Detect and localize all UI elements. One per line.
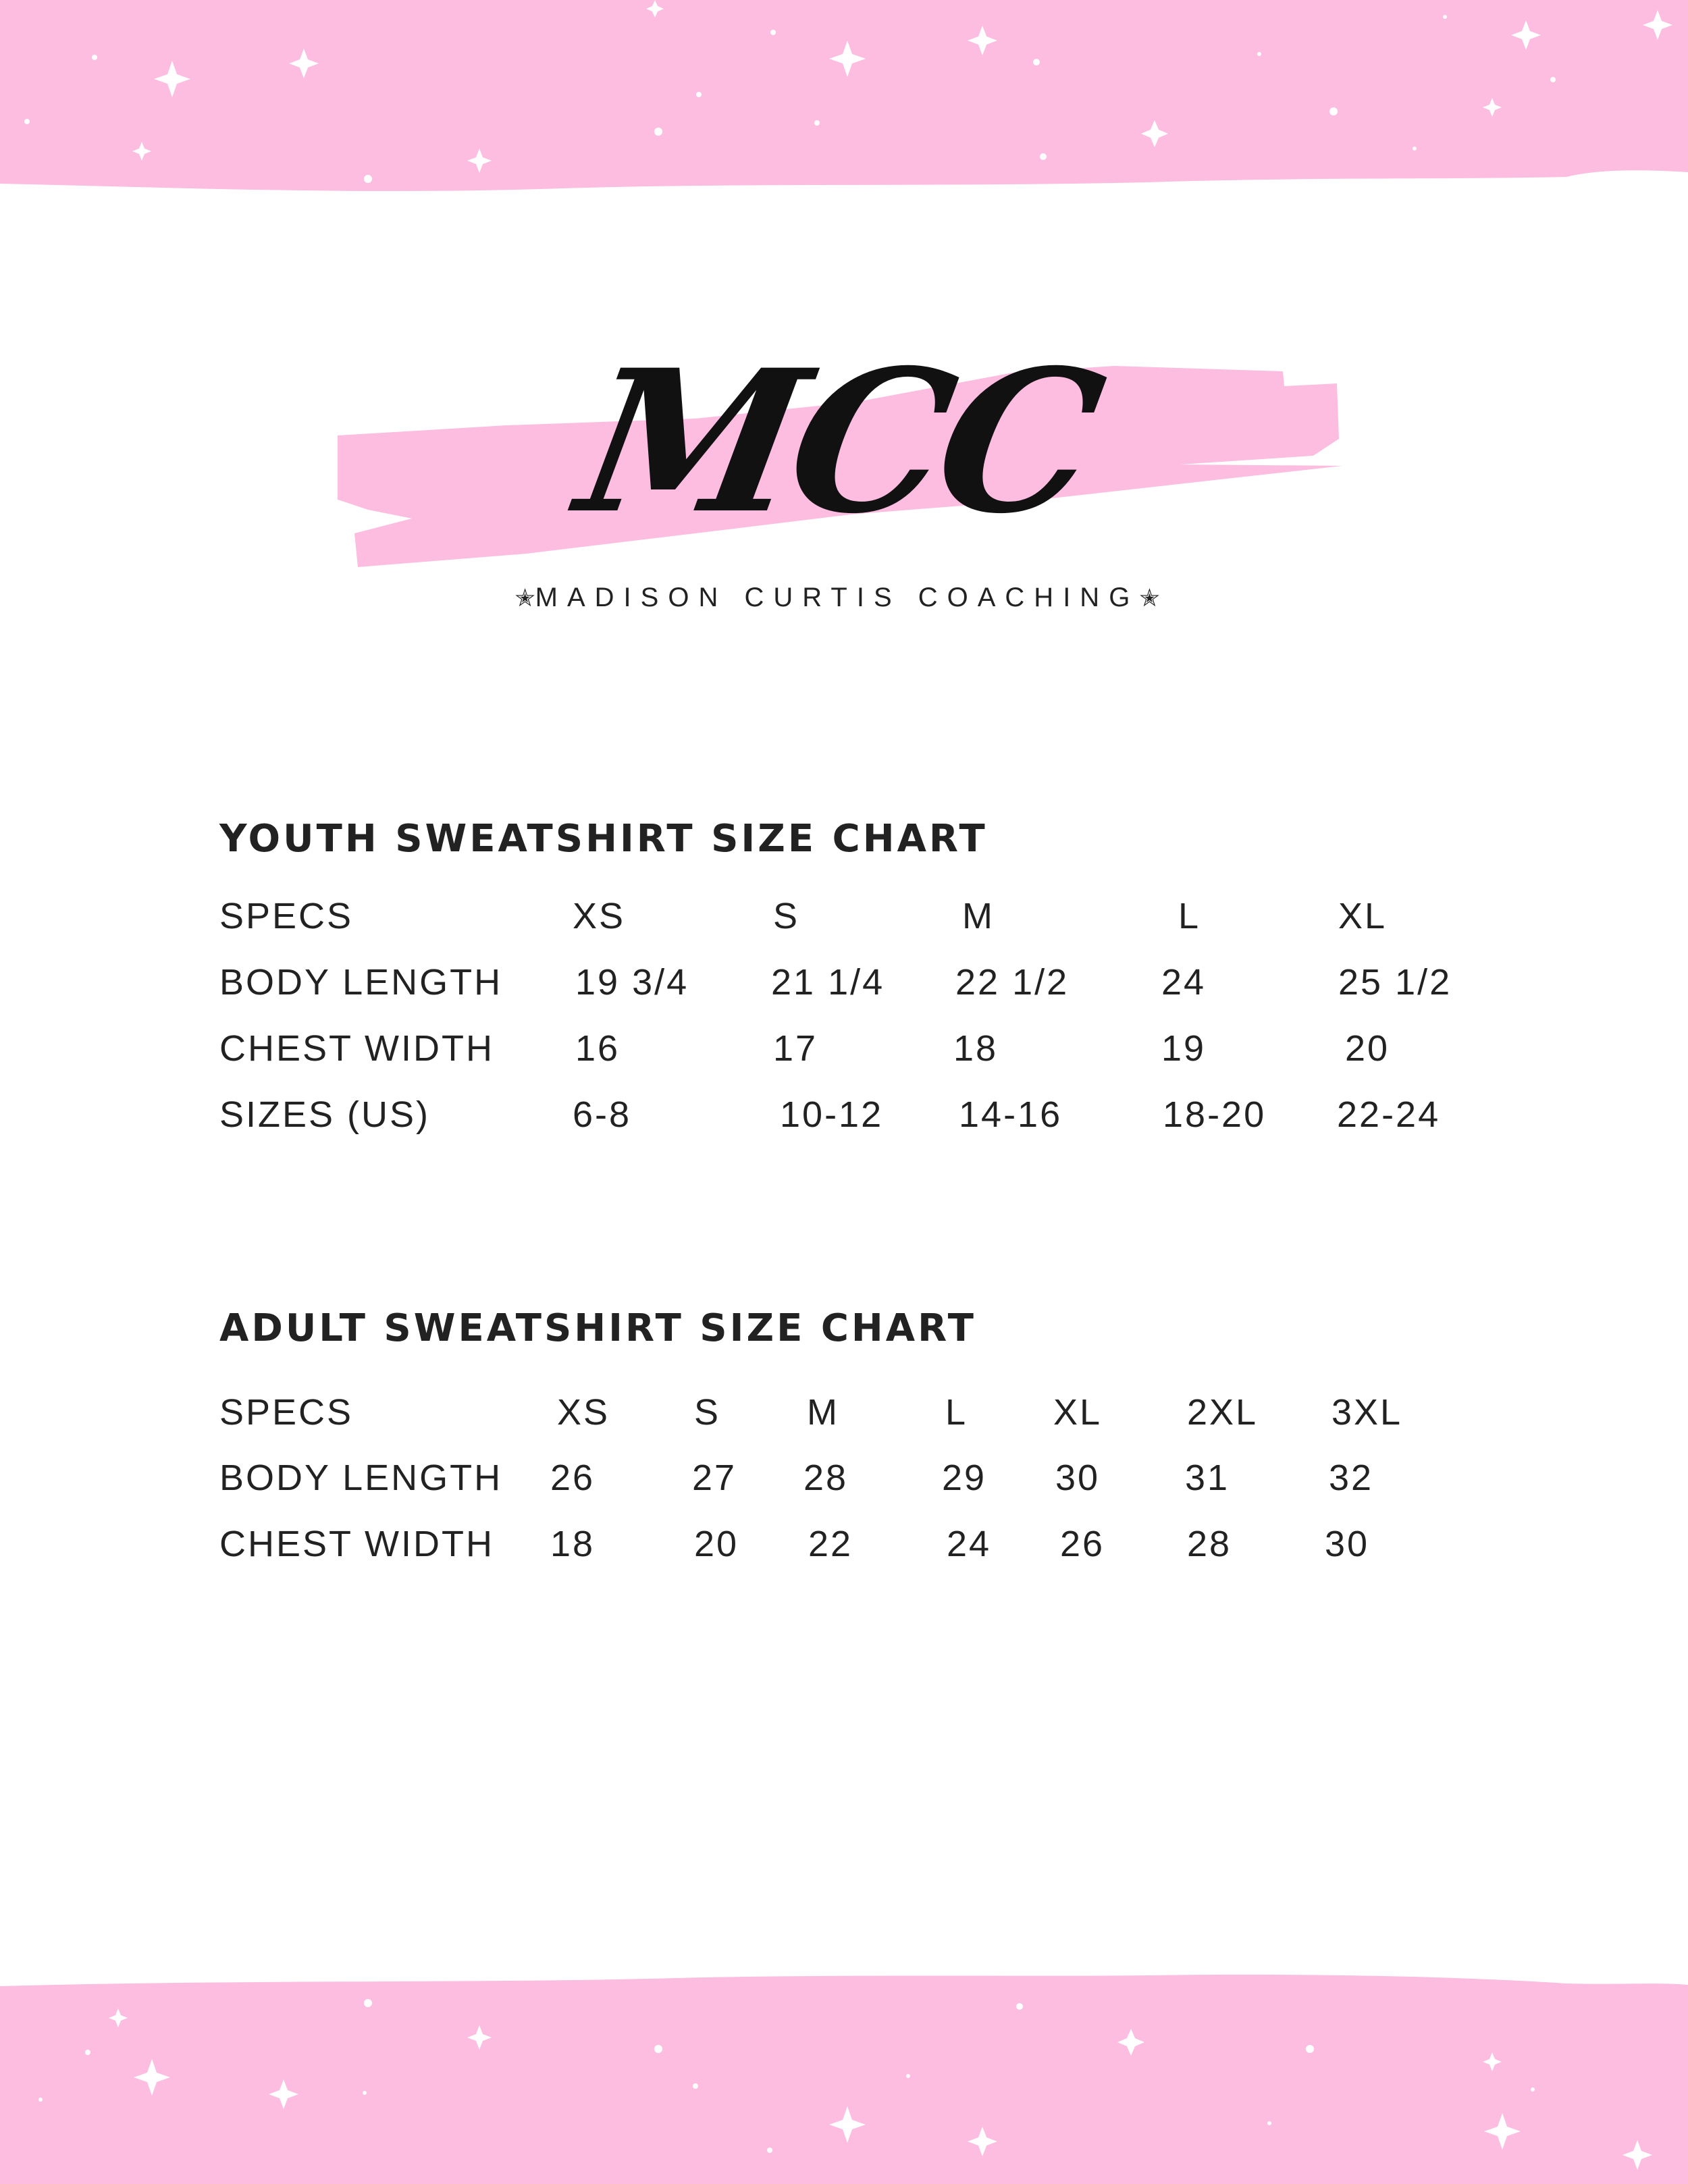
table-cell: 21 1/4 xyxy=(771,962,885,1003)
youth-chart-title: YOUTH SWEATSHIRT SIZE CHART xyxy=(219,817,988,861)
row-label: CHEST WIDTH xyxy=(219,1524,494,1564)
table-cell: 18 xyxy=(550,1524,596,1564)
row-label: BODY LENGTH xyxy=(219,1458,503,1498)
table-cell: S xyxy=(773,896,800,936)
table-cell: 32 xyxy=(1329,1458,1374,1498)
adult-chart-title: ADULT SWEATSHIRT SIZE CHART xyxy=(219,1306,976,1350)
star-icon: ✭ xyxy=(1139,584,1160,612)
row-label: BODY LENGTH xyxy=(219,962,503,1003)
tagline-text: MADISON CURTIS COACHING xyxy=(535,583,1140,612)
logo-monogram: MCC xyxy=(564,327,1110,557)
table-cell: S xyxy=(694,1392,721,1433)
table-cell: 14-16 xyxy=(959,1094,1063,1135)
table-cell: 20 xyxy=(694,1524,739,1564)
table-cell: 16 xyxy=(575,1028,621,1069)
table-cell: XS xyxy=(573,896,626,936)
row-label: SPECS xyxy=(219,896,354,936)
table-cell: 22-24 xyxy=(1337,1094,1441,1135)
table-cell: 17 xyxy=(773,1028,818,1069)
row-label: SIZES (US) xyxy=(219,1094,431,1135)
table-cell: L xyxy=(945,1392,968,1433)
table-cell: 22 1/2 xyxy=(955,962,1070,1003)
table-cell: 24 xyxy=(1161,962,1207,1003)
table-cell: 24 xyxy=(947,1524,992,1564)
table-cell: XL xyxy=(1053,1392,1103,1433)
table-cell: 26 xyxy=(1060,1524,1105,1564)
table-cell: 18 xyxy=(953,1028,999,1069)
top-band-graphic xyxy=(0,0,1688,209)
bottom-band-graphic xyxy=(0,1958,1688,2184)
table-cell: 2XL xyxy=(1187,1392,1259,1433)
table-cell: 10-12 xyxy=(780,1094,884,1135)
table-cell: 28 xyxy=(803,1458,849,1498)
table-cell: 20 xyxy=(1345,1028,1390,1069)
star-icon: ✭ xyxy=(515,584,535,612)
row-label: SPECS xyxy=(219,1392,354,1433)
logo-tagline xyxy=(331,583,1344,613)
table-cell: 3XL xyxy=(1331,1392,1403,1433)
table-cell: 22 xyxy=(808,1524,853,1564)
table-cell: 28 xyxy=(1187,1524,1232,1564)
table-cell: 29 xyxy=(942,1458,987,1498)
table-cell: 6-8 xyxy=(573,1094,632,1135)
top-decorative-band xyxy=(0,0,1688,209)
row-label: CHEST WIDTH xyxy=(219,1028,494,1069)
table-cell: 30 xyxy=(1325,1524,1370,1564)
table-cell: M xyxy=(807,1392,839,1433)
table-cell: 27 xyxy=(692,1458,737,1498)
table-cell: 30 xyxy=(1055,1458,1101,1498)
mcc-logo xyxy=(331,327,1344,635)
bottom-decorative-band xyxy=(0,1958,1688,2184)
table-cell: 26 xyxy=(550,1458,596,1498)
table-cell: 31 xyxy=(1185,1458,1230,1498)
table-cell: XL xyxy=(1338,896,1388,936)
table-cell: XS xyxy=(557,1392,610,1433)
table-cell: 25 1/2 xyxy=(1338,962,1452,1003)
table-cell: L xyxy=(1178,896,1201,936)
table-cell: M xyxy=(962,896,995,936)
table-cell: 19 xyxy=(1161,1028,1207,1069)
table-cell: 19 3/4 xyxy=(575,962,689,1003)
table-cell: 18-20 xyxy=(1163,1094,1267,1135)
